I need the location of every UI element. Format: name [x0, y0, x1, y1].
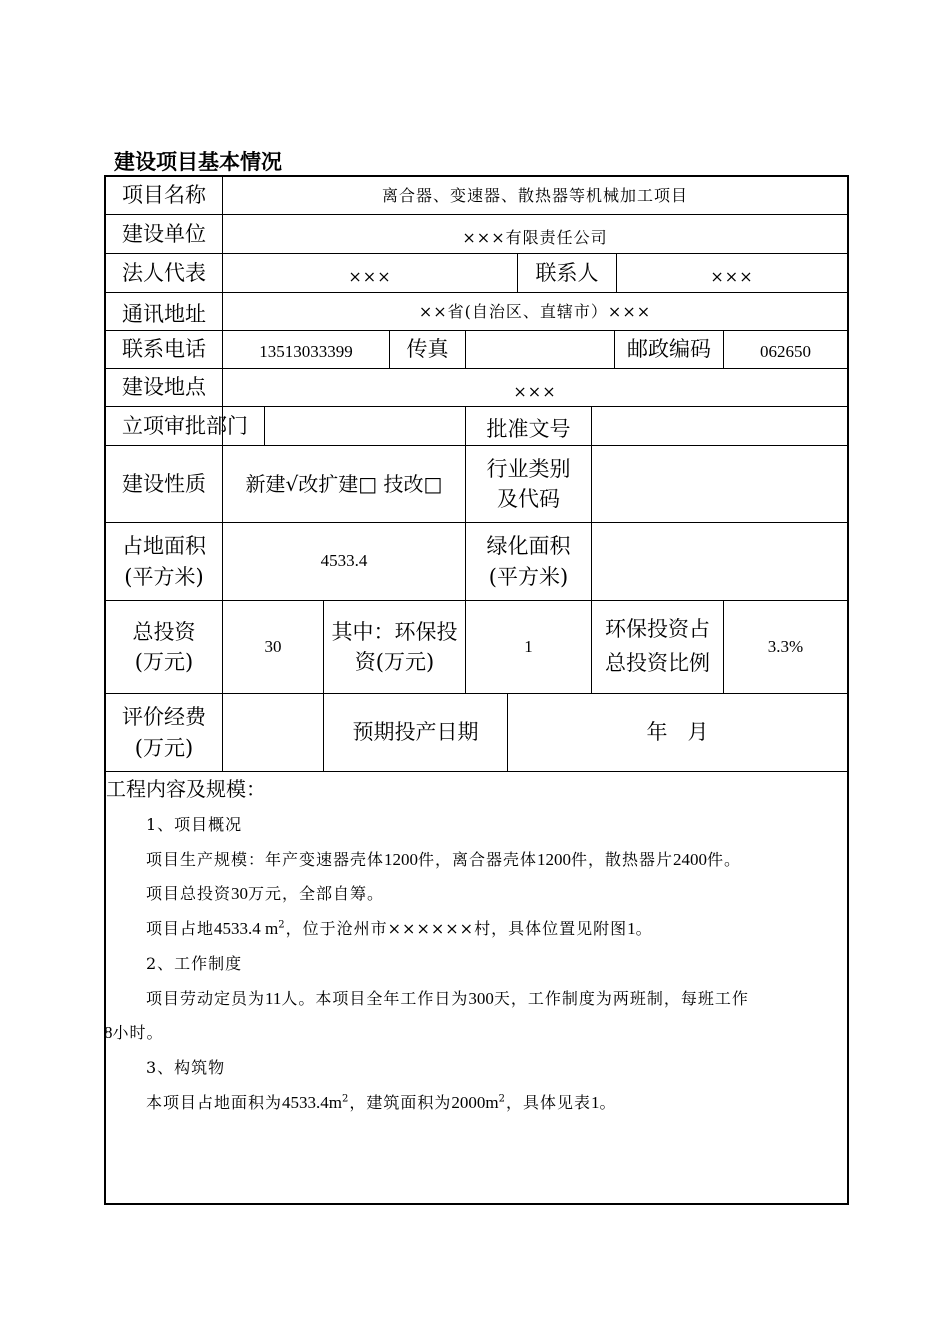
number: 1	[591, 1093, 600, 1112]
number: 30	[231, 884, 249, 903]
value-phone: 13513033399	[259, 342, 353, 362]
label-area-line1: 占地面积	[122, 534, 206, 559]
label-investment	[106, 601, 222, 693]
label-fee	[106, 694, 222, 771]
text: 项目占地	[146, 919, 215, 938]
value-production-date: 年 月	[646, 720, 709, 745]
value-nature: 新建√改扩建□ 技改□	[245, 471, 443, 496]
label-contact: 联系人	[535, 260, 599, 285]
paragraph-investment	[146, 881, 384, 904]
number: 2400	[673, 850, 708, 869]
superscript: 2	[498, 1093, 506, 1105]
value-green-area	[592, 523, 847, 600]
label-unit: 建设单位	[122, 221, 206, 246]
label-industry	[466, 446, 591, 522]
value-site: ×××	[513, 381, 557, 401]
label-fax: 传真	[406, 337, 449, 362]
label-area-line2: (平方米)	[124, 564, 204, 589]
number: 1	[627, 919, 636, 938]
value-project-name: 离合器、变速器、散热器等机械加工项目	[381, 185, 688, 205]
number: 8	[104, 1023, 113, 1042]
label-fee-line2: (万元)	[134, 735, 194, 760]
value-investment: 30	[264, 636, 282, 656]
section-1-heading: 1、项目概况	[146, 815, 243, 834]
paragraph-workforce	[146, 986, 749, 1009]
label-env-ratio	[592, 601, 723, 693]
paragraph-buildings	[146, 1090, 617, 1113]
label-area	[106, 523, 222, 600]
label-env-line1: 其中：环保投	[331, 619, 458, 644]
text: 项目总投资	[146, 884, 232, 903]
label-env-line2: 资(万元)	[354, 650, 435, 674]
value-postcode: 062650	[760, 342, 811, 362]
text: 项目劳动定员为	[146, 989, 266, 1008]
value-env-ratio: 3.3%	[767, 636, 804, 656]
text: 万元，全部自筹。	[248, 884, 385, 903]
text: 。	[635, 919, 653, 938]
content-heading: 工程内容及规模：	[106, 777, 266, 801]
text: 件，离合器壳体	[418, 850, 538, 869]
label-ratio-line1: 环保投资占	[605, 617, 710, 642]
label-address: 通讯地址	[122, 301, 206, 326]
section-3-heading: 3、构筑物	[146, 1058, 226, 1077]
value-contact: ×××	[710, 267, 754, 287]
label-phone: 联系电话	[122, 337, 206, 362]
text: 。	[599, 1093, 617, 1112]
label-green-line2: (平方米)	[488, 564, 569, 589]
text: 件，散热器片	[571, 850, 674, 869]
label-production-date: 预期投产日期	[352, 720, 479, 745]
value-unit: ×××有限责任公司	[462, 228, 608, 248]
label-postcode: 邮政编码	[627, 337, 711, 362]
text: 本项目占地面积为	[146, 1093, 283, 1112]
value-area: 4533.4	[320, 551, 368, 571]
label-fee-line1: 评价经费	[122, 705, 206, 730]
number: 300	[468, 989, 494, 1008]
text: 小时。	[112, 1023, 164, 1042]
value-fax	[466, 331, 614, 368]
label-green-area	[466, 523, 591, 600]
label-investment-line1: 总投资	[132, 619, 196, 644]
text: ，建筑面积为	[349, 1093, 452, 1112]
label-ratio-line2: 总投资比例	[605, 651, 710, 675]
number: 1200	[384, 850, 419, 869]
number: 1200	[537, 850, 572, 869]
value-legal-rep: ×××	[348, 267, 392, 287]
label-site: 建设地点	[122, 375, 206, 400]
text: 人。本项目全年工作日为	[281, 989, 469, 1008]
value-approval-doc	[592, 407, 847, 445]
text: 天，工作制度为两班制，每班工作	[493, 989, 749, 1008]
label-project-name: 项目名称	[122, 183, 206, 208]
text: ，具体见表	[506, 1093, 592, 1112]
label-industry-line1: 行业类别	[486, 456, 571, 481]
label-green-line1: 绿化面积	[486, 534, 571, 559]
section-2-heading: 2、工作制度	[146, 954, 243, 973]
text: 件。	[707, 850, 742, 869]
paragraph-workforce-cont	[104, 1020, 164, 1043]
label-investment-line2: (万元)	[134, 650, 194, 674]
superscript: 2	[278, 919, 286, 931]
value-env-investment: 1	[524, 636, 533, 656]
label-industry-line2: 及代码	[497, 487, 560, 511]
value-industry	[592, 446, 847, 522]
value-address: ××省(自治区、直辖市）×××	[418, 302, 652, 322]
number: 4533.4 m	[214, 919, 279, 938]
number: 2000m	[451, 1093, 499, 1112]
label-approval-doc: 批准文号	[486, 416, 571, 441]
label-legal-rep: 法人代表	[122, 260, 206, 285]
number: 4533.4m	[282, 1093, 342, 1112]
info-table	[104, 175, 849, 1205]
superscript: 2	[342, 1093, 350, 1105]
paragraph-location	[146, 916, 653, 939]
text: 项目生产规模：年产变速器壳体	[146, 850, 385, 869]
label-env-investment	[324, 601, 465, 693]
value-fee	[223, 694, 323, 771]
label-nature: 建设性质	[122, 471, 206, 496]
number: 11	[265, 989, 282, 1008]
page-title: 建设项目基本情况	[114, 150, 282, 174]
paragraph-scale	[146, 847, 741, 870]
label-approval-dept: 立项审批部门	[122, 413, 248, 438]
value-approval-dept	[265, 407, 465, 445]
text: ，位于沧州市××××××村，具体位置见附图	[285, 919, 628, 938]
